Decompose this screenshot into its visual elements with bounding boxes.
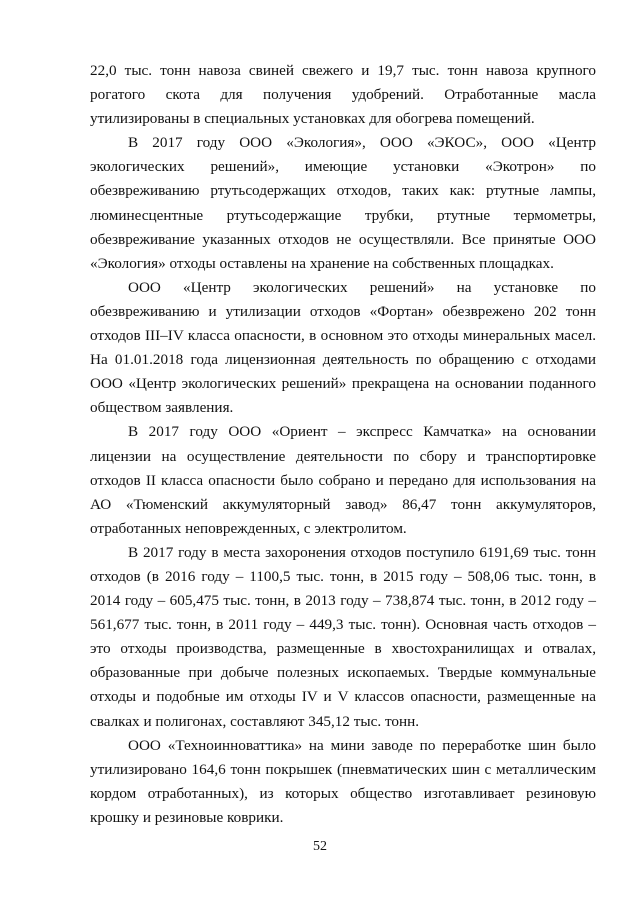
paragraph-ecotron-mercury: В 2017 году ООО «Экология», ООО «ЭКОС», ООО «Центр экологических решений», имеющие установки «Экотрон» по обезвреживанию ртутьсодержащих отходов, таких как: ртутные лампы, люминесцентные ртутьсодержащие трубки, ртутные термометры, обезвреживание указанных отходов не осуществляли. Все принятые ООО «Экология» отходы оставлены на хранение на собственных площадках. xyxy=(90,134,596,272)
paragraph-fortan-installation: ООО «Центр экологических решений» на установке по обезвреживанию и утилизации отходов «Фортан» обезврежено 202 тонн отходов III–IV класса опасности, в основном это отходы минеральных масел. На 01.01.2018 года лицензионная деятельность по обращению с отходами ООО «Центр экологических решений» прекращена на основании поданного обществом заявления. xyxy=(90,278,596,417)
paragraph-waste-disposal: В 2017 году в места захоронения отходов поступило 6191,69 тыс. тонн отходов (в 2016 году – 1100,5 тыс. тонн, в 2015 году – 508,06 тыс. тонн, в 2014 году – 605,475 тыс. тонн, в 2013 году – 738,874 тыс. тонн, в 2012 году – 561,677 тыс. тонн, в 2011 году – 449,3 тыс. тонн). Основная часть отходов – это отходы производства, размещенные в хвостохранилищах и отвалах, образованные при добыче полезных ископаемых. Твердые коммунальные отходы и подобные им отходы IV и V классов опасности, размещенные на свалках и полигонах, составляют 345,12 тыс. тонн. xyxy=(90,543,596,730)
paragraph-tire-recycling: ООО «Техноинноваттика» на мини заводе по переработке шин было утилизировано 164,6 тонн покрышек (пневматических шин с металлическим кордом отработанных), из которых общество изготавливает резиновую крошку и резиновые коврики. xyxy=(90,736,596,826)
paragraph-batteries-transport: В 2017 году ООО «Ориент – экспресс Камчатка» на основании лицензии на осуществление деятельности по сбору и транспортировке отходов II класса опасности было собрано и передано для использования на АО «Тюменский аккумуляторный завод» 86,47 тонн аккумуляторов, отработанных неповрежденных, с электролитом. xyxy=(90,423,596,537)
page-body xyxy=(90,59,596,830)
page-number: 52 xyxy=(313,839,327,854)
paragraph-continuation: 22,0 тыс. тонн навоза свиней свежего и 19,7 тыс. тонн навоза крупного рогатого скота для получения удобрений. Отработанные масла утилизированы в специальных установках для обогрева помещений. xyxy=(90,62,596,128)
